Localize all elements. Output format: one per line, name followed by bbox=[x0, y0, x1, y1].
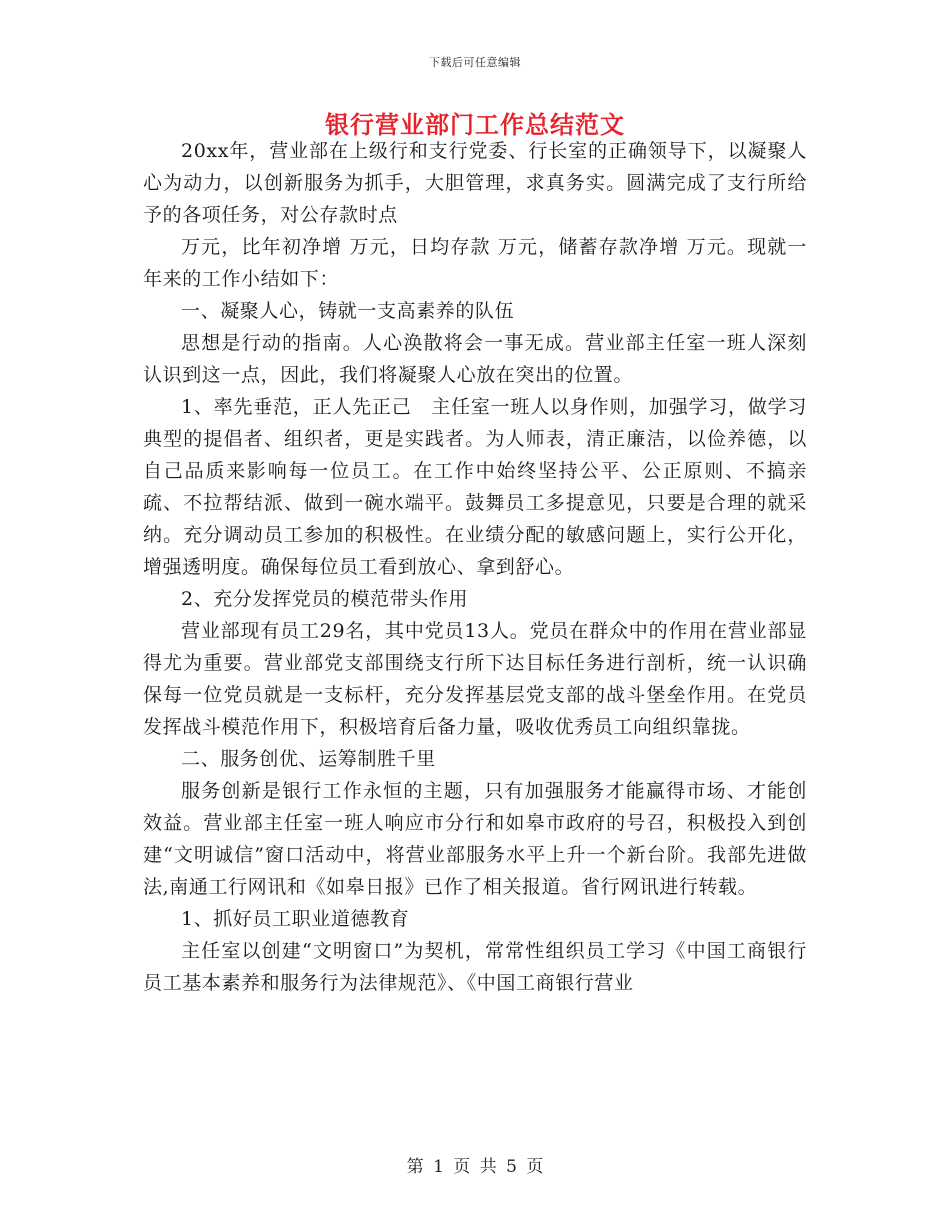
paragraph-intro: 20xx年，营业部在上级行和支行党委、行长室的正确领导下，以凝聚人心为动力，以创新服务为抓手，大胆管理，求真务实。圆满完成了支行所给予的各项任务，对公存款时点 bbox=[143, 140, 807, 226]
paragraph-service-innovation: 服务创新是银行工作永恒的主题，只有加强服务才能赢得市场、才能创效益。营业部主任室一班人响应市分行和如皋市政府的号召，积极投入到创建“文明诚信”窗口活动中，将营业部服务水平上升一个新台阶。我部先进做法,南通工行网讯和《如皋日报》已作了相关报道。省行网讯进行转载。 bbox=[143, 780, 807, 898]
section-heading-1: 一、凝聚人心，铸就一支高素养的队伍 bbox=[181, 300, 515, 322]
paragraph-ethics-education: 主任室以创建“文明窗口”为契机，常常性组织员工学习《中国工商银行员工基本素养和服务行为法律规范》、《中国工商银行营业 bbox=[143, 940, 807, 994]
document-body bbox=[143, 135, 807, 999]
document-title: 银行营业部门工作总结范文 bbox=[325, 110, 625, 139]
section-heading-2: 二、服务创优、运筹制胜千里 bbox=[181, 748, 436, 770]
paragraph-lead-by-example: 1、率先垂范，正人先正己 主任室一班人以身作则，加强学习，做学习典型的提倡者、组织者，更是实践者。为人师表，清正廉洁，以俭养德，以自己品质来影响每一位员工。在工作中始终坚持公平、公正原则、不搞亲疏、不拉帮结派、做到一碗水端平。鼓舞员工多提意见，只要是合理的就采纳。充分调动员工参加的积极性。在业绩分配的敏感问题上，实行公开化，增强透明度。确保每位员工看到放心、拿到舒心。 bbox=[143, 396, 807, 578]
subheading-party-members: 2、充分发挥党员的模范带头作用 bbox=[181, 588, 469, 610]
paragraph-figures: 万元，比年初净增 万元，日均存款 万元，储蓄存款净增 万元。现就一年来的工作小结如下： bbox=[143, 236, 807, 290]
paragraph-section-1: 思想是行动的指南。人心涣散将会一事无成。营业部主任室一班人深刻认识到这一点，因此，我们将凝聚人心放在突出的位置。 bbox=[143, 332, 807, 386]
paragraph-party-members: 营业部现有员工29名，其中党员13人。党员在群众中的作用在营业部显得尤为重要。营业部党支部围绕支行所下达目标任务进行剖析，统一认识确保每一位党员就是一支标杆，充分发挥基层党支部的战斗堡垒作用。在党员发挥战斗模范作用下，积极培育后备力量，吸收优秀员工向组织靠拢。 bbox=[143, 620, 807, 738]
subheading-ethics-education: 1、抓好员工职业道德教育 bbox=[181, 908, 410, 930]
page-number-footer: 第 1 页 共 5 页 bbox=[406, 1157, 544, 1177]
page-header-note: 下载后可任意编辑 bbox=[429, 56, 521, 69]
